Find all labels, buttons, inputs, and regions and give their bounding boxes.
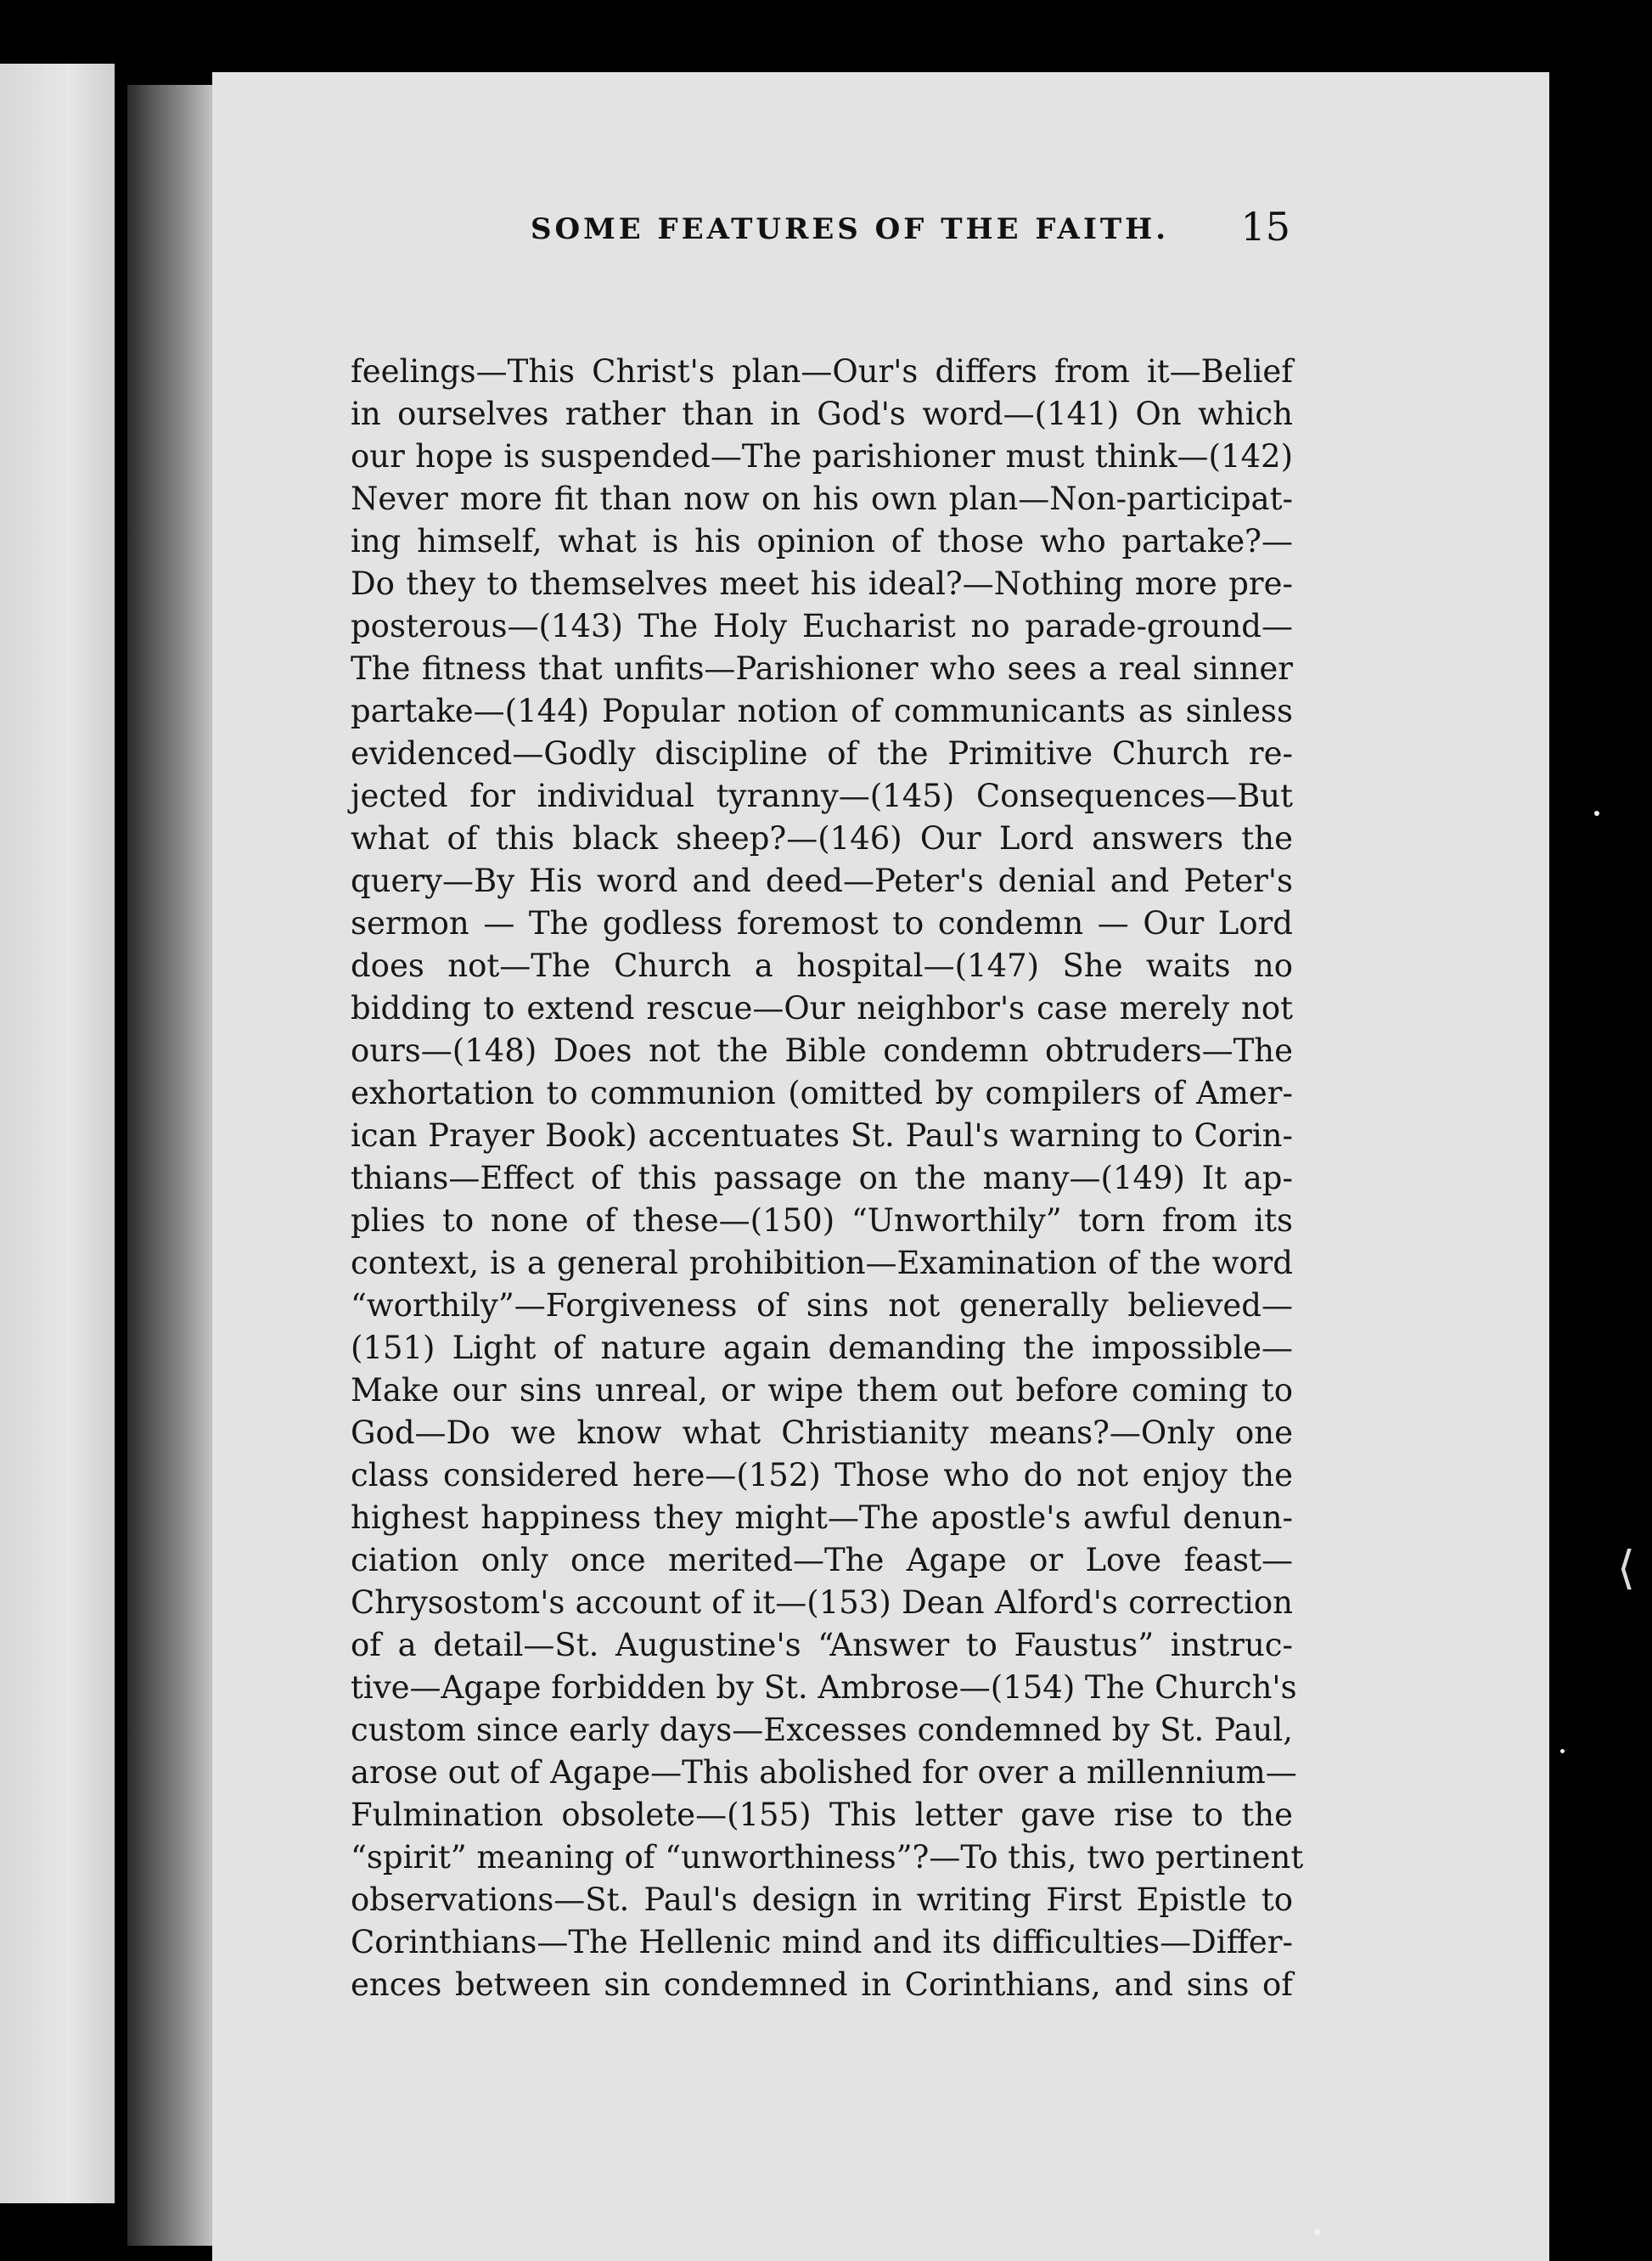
text-line: posterous—(143) The Holy Eucharist no parade-ground—: [351, 608, 1293, 644]
text-line: bidding to extend rescue—Our neighbor's case merely not: [351, 990, 1293, 1026]
text-line: “spirit” meaning of “unworthiness”?—To this, two pertinent: [351, 1839, 1304, 1876]
text-line: what of this black sheep?—(146) Our Lord answers the: [351, 820, 1293, 857]
scan-speck: [1560, 1749, 1565, 1753]
scan-speck: [1594, 811, 1599, 816]
text-line: Chrysostom's account of it—(153) Dean Alford's correction: [351, 1584, 1293, 1621]
text-line: ican Prayer Book) accentuates St. Paul's warning to Corin-: [351, 1117, 1293, 1154]
text-line: our hope is suspended—The parishioner must think—(142): [351, 438, 1293, 475]
text-line: sermon — The godless foremost to condemn — Our Lord: [351, 905, 1293, 942]
text-line: tive—Agape forbidden by St. Ambrose—(154) The Church's: [351, 1669, 1297, 1706]
text-line: Never more fit than now on his own plan—Non-participat-: [351, 481, 1293, 517]
running-head-title: SOME FEATURES OF THE FAITH.: [531, 212, 1170, 246]
text-line: class considered here—(152) Those who do not enjoy the: [351, 1457, 1293, 1493]
text-line: custom since early days—Excesses condemned by St. Paul,: [351, 1712, 1293, 1748]
page-number: 15: [1240, 204, 1290, 250]
text-line: Do they to themselves meet his ideal?—Nothing more pre-: [351, 565, 1293, 602]
text-line: feelings—This Christ's plan—Our's differs from it—Belief: [351, 353, 1293, 390]
text-line: observations—St. Paul's design in writing First Epistle to: [351, 1881, 1293, 1918]
text-line: ences between sin condemned in Corinthians, and sins of: [351, 1966, 1293, 2003]
text-line: Fulmination obsolete—(155) This letter gave rise to the: [351, 1797, 1293, 1833]
text-line: Corinthians—The Hellenic mind and its difficulties—Differ-: [351, 1924, 1293, 1960]
text-line: thians—Effect of this passage on the many—(149) It ap-: [351, 1160, 1293, 1196]
text-line: (151) Light of nature again demanding the impossible—: [351, 1330, 1293, 1366]
text-line: exhortation to communion (omitted by compilers of Amer-: [351, 1075, 1293, 1111]
text-line: Make our sins unreal, or wipe them out before coming to: [351, 1372, 1293, 1409]
scan-edge-mark: ⟨: [1617, 1541, 1636, 1595]
text-line: highest happiness they might—The apostle's awful denun-: [351, 1499, 1293, 1536]
text-line: “worthily”—Forgiveness of sins not generally believed—: [351, 1287, 1293, 1324]
text-line: evidenced—Godly discipline of the Primitive Church re-: [351, 735, 1293, 772]
text-line: context, is a general prohibition—Examination of the word: [351, 1245, 1293, 1281]
text-line: jected for individual tyranny—(145) Consequences—But: [351, 778, 1293, 814]
text-line: plies to none of these—(150) “Unworthily” torn from its: [351, 1202, 1293, 1239]
text-line: ing himself, what is his opinion of those who partake?—: [351, 523, 1293, 560]
text-line: of a detail—St. Augustine's “Answer to Faustus” instruc-: [351, 1627, 1293, 1663]
running-head: [314, 204, 1290, 255]
text-line: in ourselves rather than in God's word—(141) On which: [351, 396, 1293, 432]
page-body-text: [351, 351, 1304, 2006]
text-line: query—By His word and deed—Peter's denial and Peter's: [351, 863, 1293, 899]
text-line: does not—The Church a hospital—(147) She waits no: [351, 948, 1293, 984]
scan-speck: [1314, 2229, 1321, 2236]
facing-page-edge: [0, 64, 115, 2203]
text-line: arose out of Agape—This abolished for over a millennium—: [351, 1754, 1297, 1791]
text-line: partake—(144) Popular notion of communicants as sinless: [351, 693, 1293, 729]
text-line: God—Do we know what Christianity means?—Only one: [351, 1415, 1293, 1451]
text-line: ciation only once merited—The Agape or Love feast—: [351, 1542, 1293, 1578]
text-line: ours—(148) Does not the Bible condemn obtruders—The: [351, 1032, 1293, 1069]
text-line: The fitness that unfits—Parishioner who sees a real sinner: [351, 650, 1293, 687]
